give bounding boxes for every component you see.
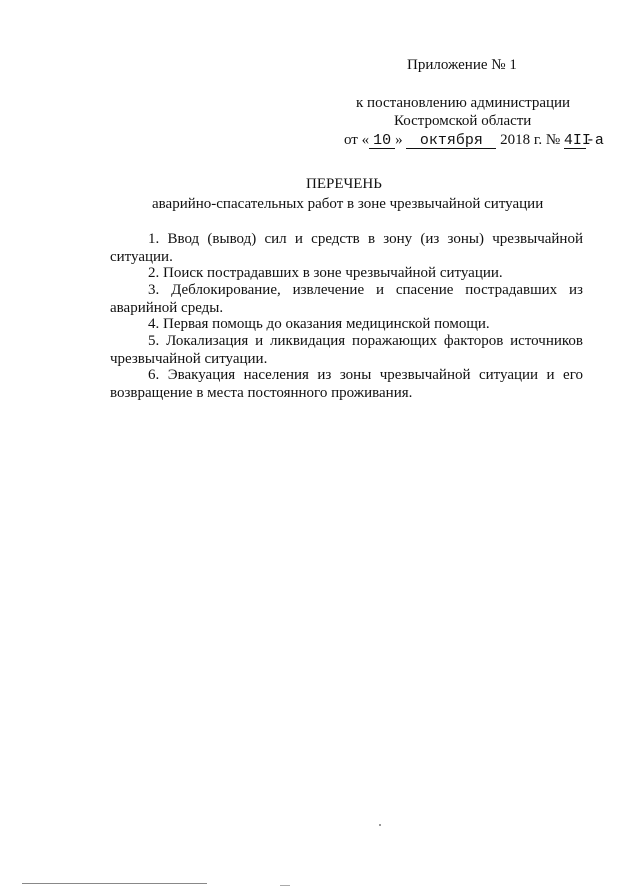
list-item [110,264,583,282]
list-item [110,281,583,317]
doc-number: 4II [563,132,591,149]
list-item-line-2: возвращение в места постоянного проживания. [110,385,413,401]
date-line [344,132,604,149]
list-item [110,230,583,266]
list-item [110,366,583,402]
document-subheading: аварийно-спасательных работ в зоне чрезвычайной ситуации [152,196,544,212]
document-heading: ПЕРЕЧЕНЬ [306,176,382,192]
list-item-line-1: 6. Эвакуация населения из зоны чрезвычайной ситуации и его [148,367,583,383]
date-year: 2018 г. № [500,132,561,148]
date-month: октября [406,134,496,149]
list-item-line-1: 5. Локализация и ликвидация поражающих факторов источников [148,333,583,349]
list-item-line-1: 3. Деблокирование, извлечение и спасение пострадавших из [148,282,583,298]
doc-suffix: -а [585,132,604,149]
list-item-line-1: 1. Ввод (вывод) сил и средств в зону (из зоны) чрезвычайной [148,231,583,247]
scan-artifact-line [22,883,207,884]
appendix-title: Приложение № 1 [407,57,517,73]
list-item-line-2: ситуации. [110,249,173,265]
date-day: 10 [369,134,395,149]
list-item-line-2: аварийной среды. [110,300,224,316]
list-item [110,332,583,368]
list-item-line-1: 4. Первая помощь до оказания медицинской помощи. [148,316,490,332]
addressee-line-1: к постановлению администрации [356,95,571,111]
date-mid: » [395,132,403,148]
list-item-line-1: 2. Поиск пострадавших в зоне чрезвычайной ситуации. [148,265,503,281]
date-prefix: от « [344,132,370,148]
list-item [110,315,583,333]
addressee-line-2: Костромской области [394,113,532,129]
scan-artifact-line [280,885,290,886]
scan-artifact-dot [379,824,381,826]
list-item-line-2: чрезвычайной ситуации. [110,351,268,367]
